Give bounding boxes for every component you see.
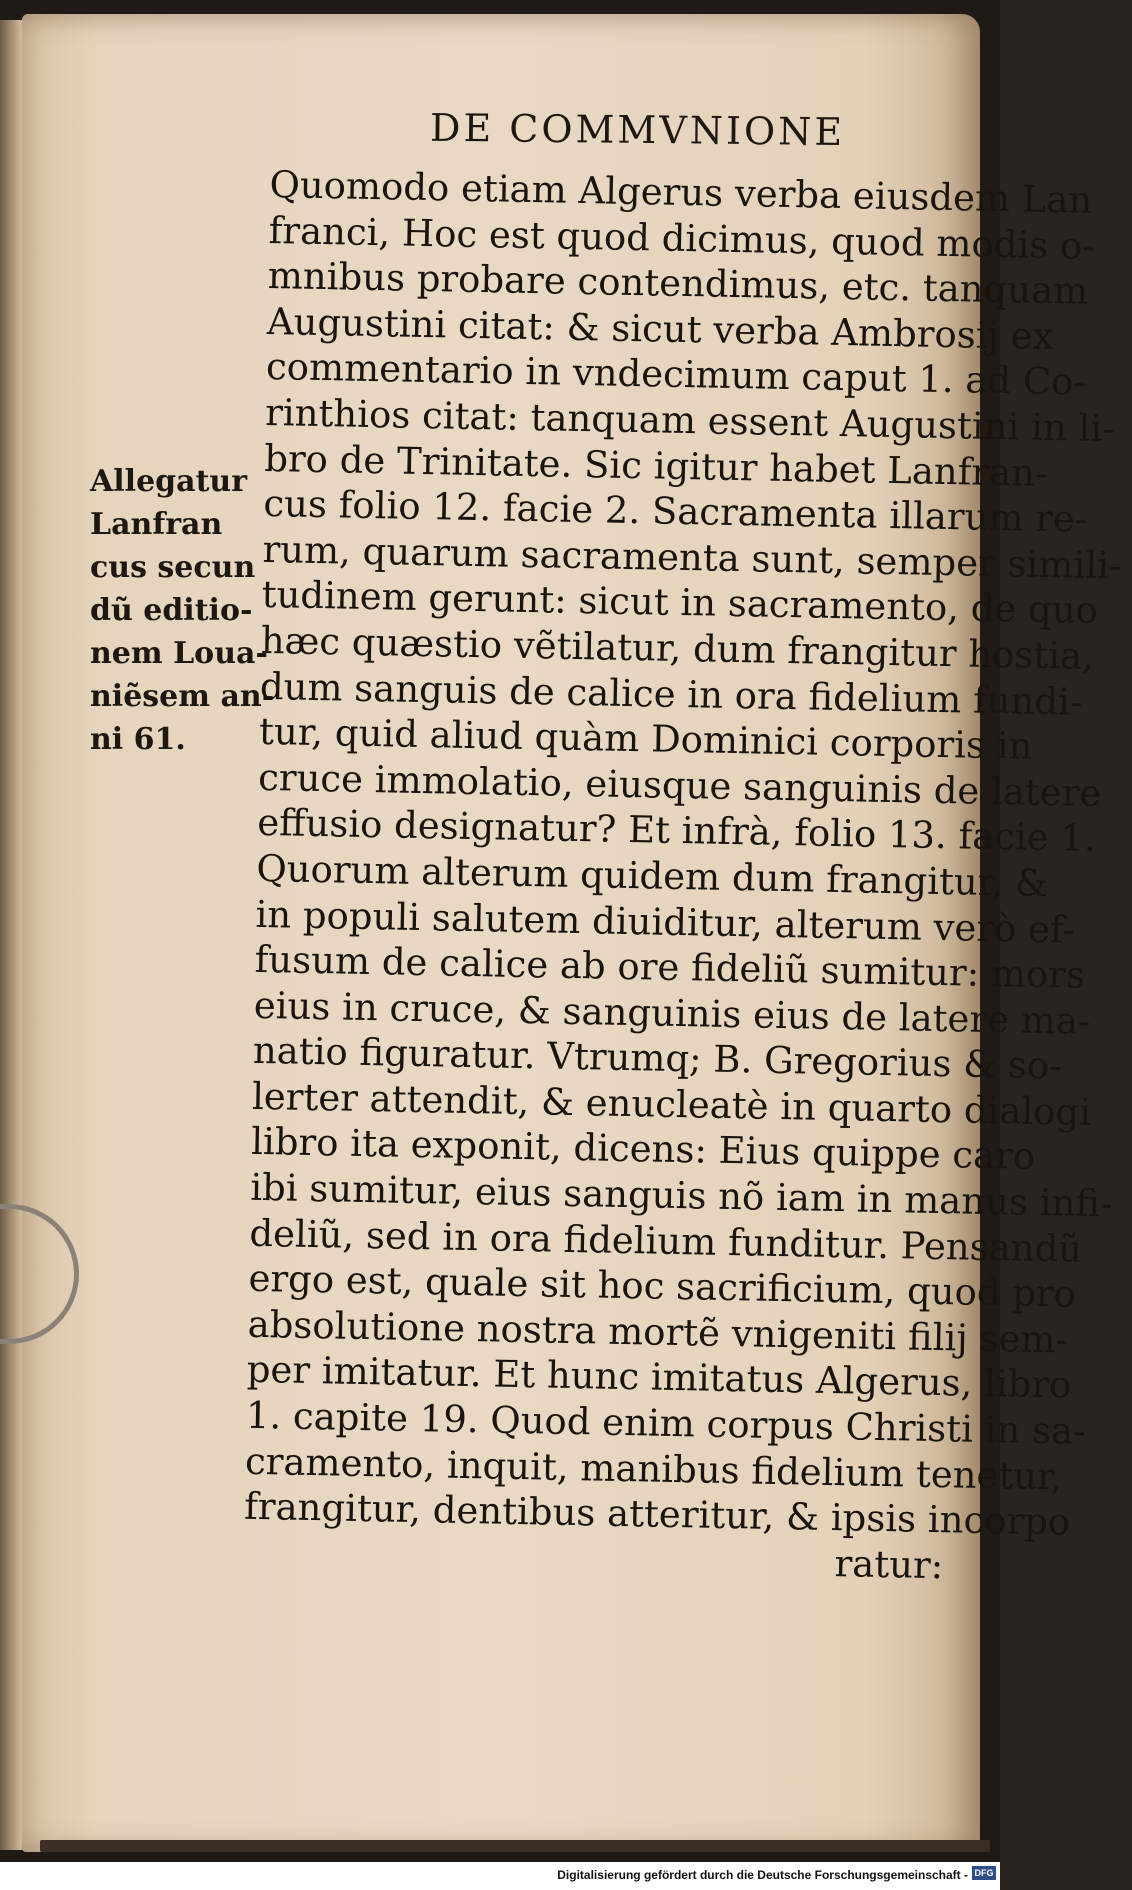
text-line: eius in cruce, & sanguinis eius de latere ma-	[253, 983, 1091, 1043]
text-line: Quorum alterum quidem dum frangitur, &	[256, 846, 1049, 905]
text-line: in populi salutem diuiditur, alterum verò ef-	[255, 892, 1076, 952]
page-bottom-edge	[40, 1840, 990, 1852]
marginal-note-line: niẽsem an-	[90, 679, 275, 714]
text-line: tur, quid aliud quàm Dominici corporis in	[258, 710, 1033, 768]
text-line: cramento, inquit, manibus fidelium tenetur,	[244, 1439, 1063, 1499]
running-head: DE COMMVNIONE	[429, 105, 846, 155]
body-text	[243, 162, 1122, 1589]
text-line: effusio designatur? Et infrà, folio 13. facie 1.	[256, 801, 1097, 861]
marginal-note-line: Allegatur	[90, 464, 248, 499]
text-line: lerter attendit, & enucleatè in quarto dialogi	[251, 1074, 1092, 1134]
marginal-note-line: cus secun	[90, 550, 256, 585]
text-line: cus folio 12. facie 2. Sacramenta illarum re-	[263, 482, 1088, 541]
text-line: bro de Trinitate. Sic igitur habet Lanfran-	[263, 436, 1048, 495]
text-line: Quomodo etiam Algerus verba eiusdem Lan	[269, 162, 1093, 222]
text-line: 1. capite 19. Quod enim corpus Christi in sa-	[245, 1393, 1087, 1453]
marginal-note-line: ni 61.	[90, 722, 186, 757]
text-line: ergo est, quale sit hoc sacrificium, quod pro	[248, 1257, 1077, 1316]
text-line: commentario in vndecimum caput 1. ad Co-	[265, 345, 1087, 405]
text-line: ibi sumitur, eius sanguis nõ iam in manus infi-	[249, 1165, 1113, 1226]
text-line: hæc quæstio vẽtilatur, dum frangitur hostia,	[260, 618, 1095, 678]
text-line: libro ita exponit, dicens: Eius quippe caro	[250, 1120, 1036, 1179]
text-line: frangitur, dentibus atteritur, & ipsis incorpo	[243, 1484, 1071, 1544]
marginal-note-line: Lanfran	[90, 507, 223, 542]
marginal-note-line: nem Loua-	[90, 636, 268, 671]
text-line: natio figuratur. Vtrumq; B. Gregorius & so-	[252, 1029, 1063, 1088]
dfg-logo: DFG	[972, 1866, 996, 1880]
text-line: dum sanguis de calice in ora fidelium fundi-	[259, 664, 1083, 724]
text-line: tudinem gerunt: sicut in sacramento, de quo	[261, 573, 1099, 633]
text-line: rum, quarum sacramenta sunt, semper simili-	[262, 527, 1122, 588]
text-line: Augustini citat: & sicut verba Ambrosij ex	[266, 299, 1054, 358]
text-line: franci, Hoc est quod dicimus, quod modis o-	[268, 208, 1096, 268]
text-line: absolutione nostra mortẽ vnigeniti filij sem-	[247, 1302, 1069, 1362]
text-line: rinthios citat: tanquam essent Augustini in li-	[264, 390, 1116, 451]
text-line: fusum de calice ab ore fideliũ sumitur: mors	[254, 937, 1086, 997]
digitization-credit: Digitalisierung gefördert durch die Deutsche Forschungsgemeinschaft -	[557, 1868, 968, 1882]
text-line: per imitatur. Et hunc imitatus Algerus, libro	[246, 1348, 1072, 1408]
text-line: cruce immolatio, eiusque sanguinis de latere	[257, 755, 1102, 815]
page-clip	[0, 1204, 79, 1344]
catchword: ratur:	[834, 1541, 944, 1587]
marginal-note	[90, 460, 275, 761]
text-line: deliũ, sed in ora fidelium funditur. Pensandũ	[249, 1211, 1083, 1271]
text-line: mnibus probare contendimus, etc. tanquam	[267, 254, 1089, 313]
marginal-note-line: dũ editio-	[90, 593, 253, 628]
